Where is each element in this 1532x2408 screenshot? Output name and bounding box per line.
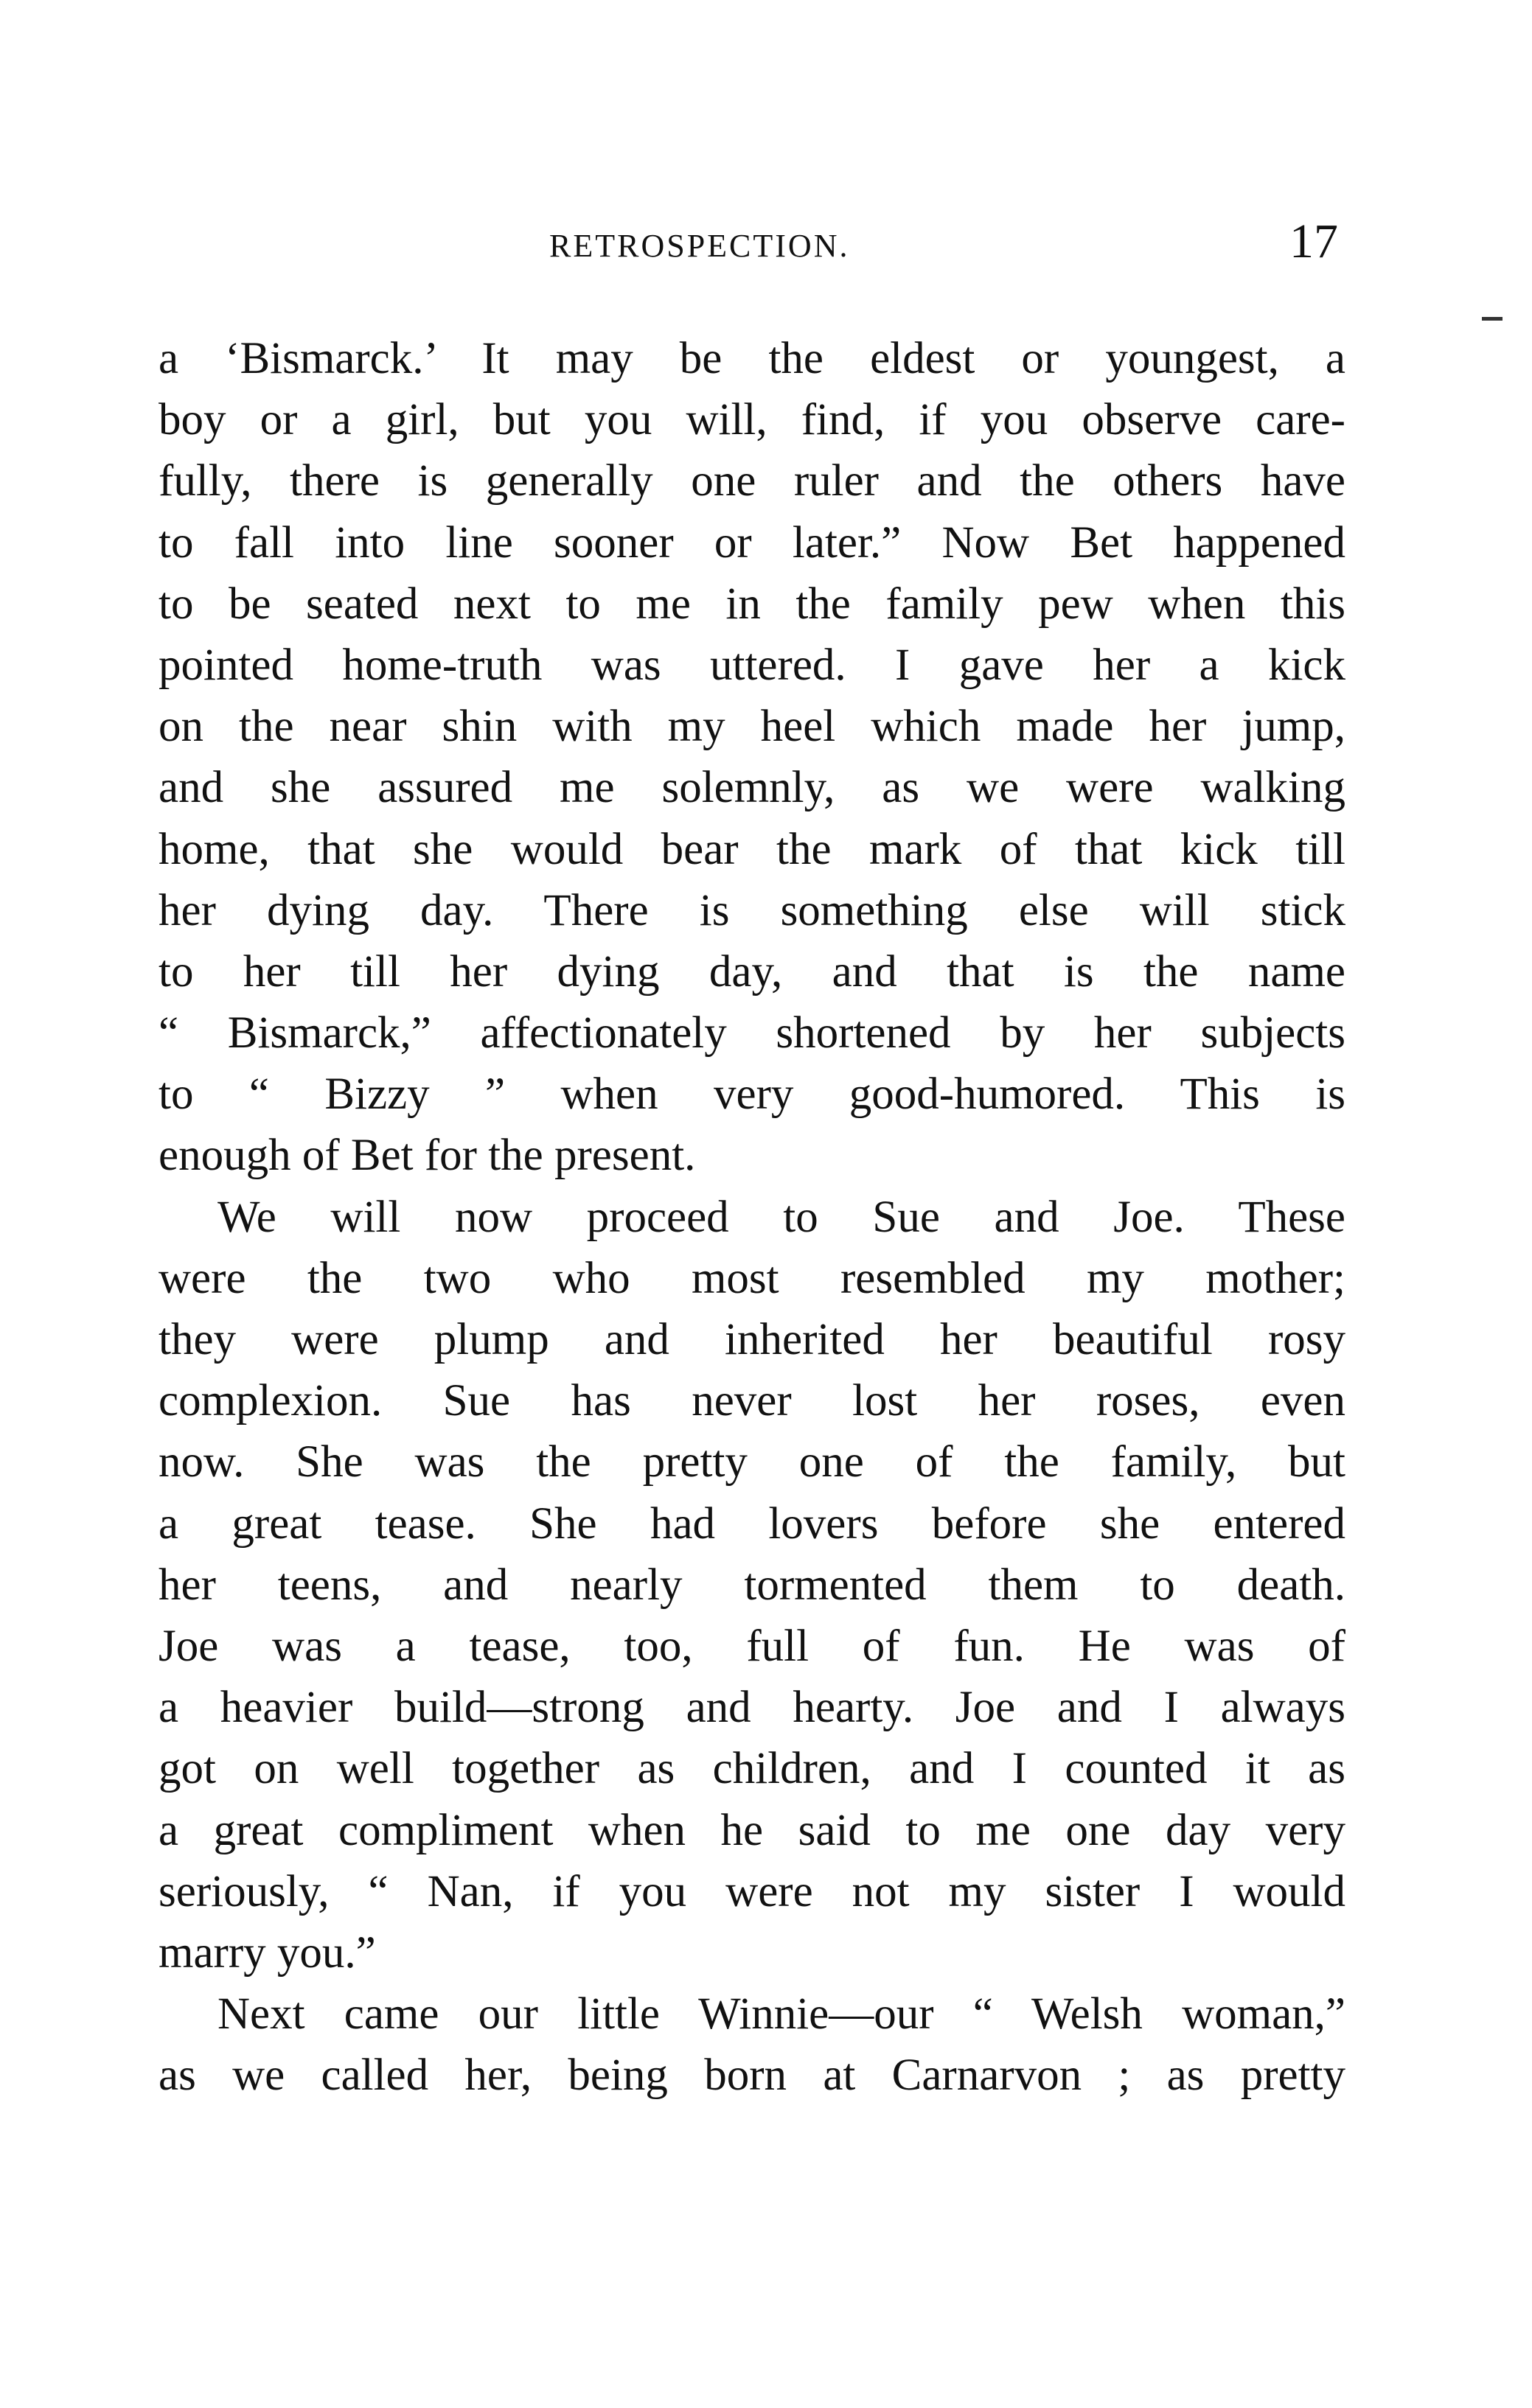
text-line: a great tease. She had lovers before she entered: [159, 1498, 1345, 1549]
text-line: complexion. Sue has never lost her roses, even: [159, 1376, 1345, 1426]
text-line: We will now proceed to Sue and Joe. These: [217, 1192, 1345, 1242]
text-line: seriously, “ Nan, if you were not my sister I would: [159, 1866, 1345, 1916]
print-speck: [1482, 317, 1503, 321]
running-head: [159, 214, 1338, 280]
text-line: to “ Bizzy ” when very good-humored. This is: [159, 1069, 1345, 1120]
text-line: “ Bismarck,” affectionately shortened by her subjects: [159, 1008, 1345, 1058]
text-line: to be seated next to me in the family pew when this: [159, 579, 1345, 629]
text-line: her dying day. There is something else will stick: [159, 885, 1345, 935]
text-line: to her till her dying day, and that is the name: [159, 946, 1345, 997]
text-line: fully, there is generally one ruler and the others have: [159, 456, 1345, 506]
text-line: pointed home-truth was uttered. I gave her a kick: [159, 640, 1345, 690]
text-line: now. She was the pretty one of the family, but: [159, 1437, 1345, 1487]
text-line: home, that she would bear the mark of that kick till: [159, 824, 1345, 874]
text-line: to fall into line sooner or later.” Now Bet happened: [159, 517, 1345, 568]
running-title: RETROSPECTION.: [549, 228, 850, 264]
text-line: were the two who most resembled my mother;: [159, 1253, 1345, 1303]
text-line: enough of Bet for the present.: [159, 1131, 696, 1181]
text-line: as we called her, being born at Carnarvon ; as pretty: [159, 2051, 1345, 2101]
text-line: boy or a girl, but you will, find, if you observe care-: [159, 395, 1345, 445]
text-line: a great compliment when he said to me one day very: [159, 1805, 1345, 1855]
text-line: they were plump and inherited her beautiful rosy: [159, 1315, 1345, 1364]
text-line: a ‘Bismarck.’ It may be the eldest or youngest, a: [159, 334, 1345, 383]
text-line: Next came our little Winnie—our “ Welsh woman,”: [217, 1989, 1345, 2039]
text-line: and she assured me solemnly, as we were walking: [159, 763, 1345, 813]
text-line: her teens, and nearly tormented them to death.: [159, 1560, 1345, 1610]
text-line: Joe was a tease, too, full of fun. He was of: [159, 1621, 1345, 1671]
body-text: [159, 328, 1345, 2106]
text-line: got on well together as children, and I counted it as: [159, 1744, 1345, 1794]
page-number: 17: [1289, 214, 1338, 268]
text-line: on the near shin with my heel which made her jump,: [159, 702, 1345, 752]
text-line: marry you.”: [159, 1927, 376, 1978]
text-line: a heavier build—strong and hearty. Joe and I always: [159, 1683, 1345, 1733]
